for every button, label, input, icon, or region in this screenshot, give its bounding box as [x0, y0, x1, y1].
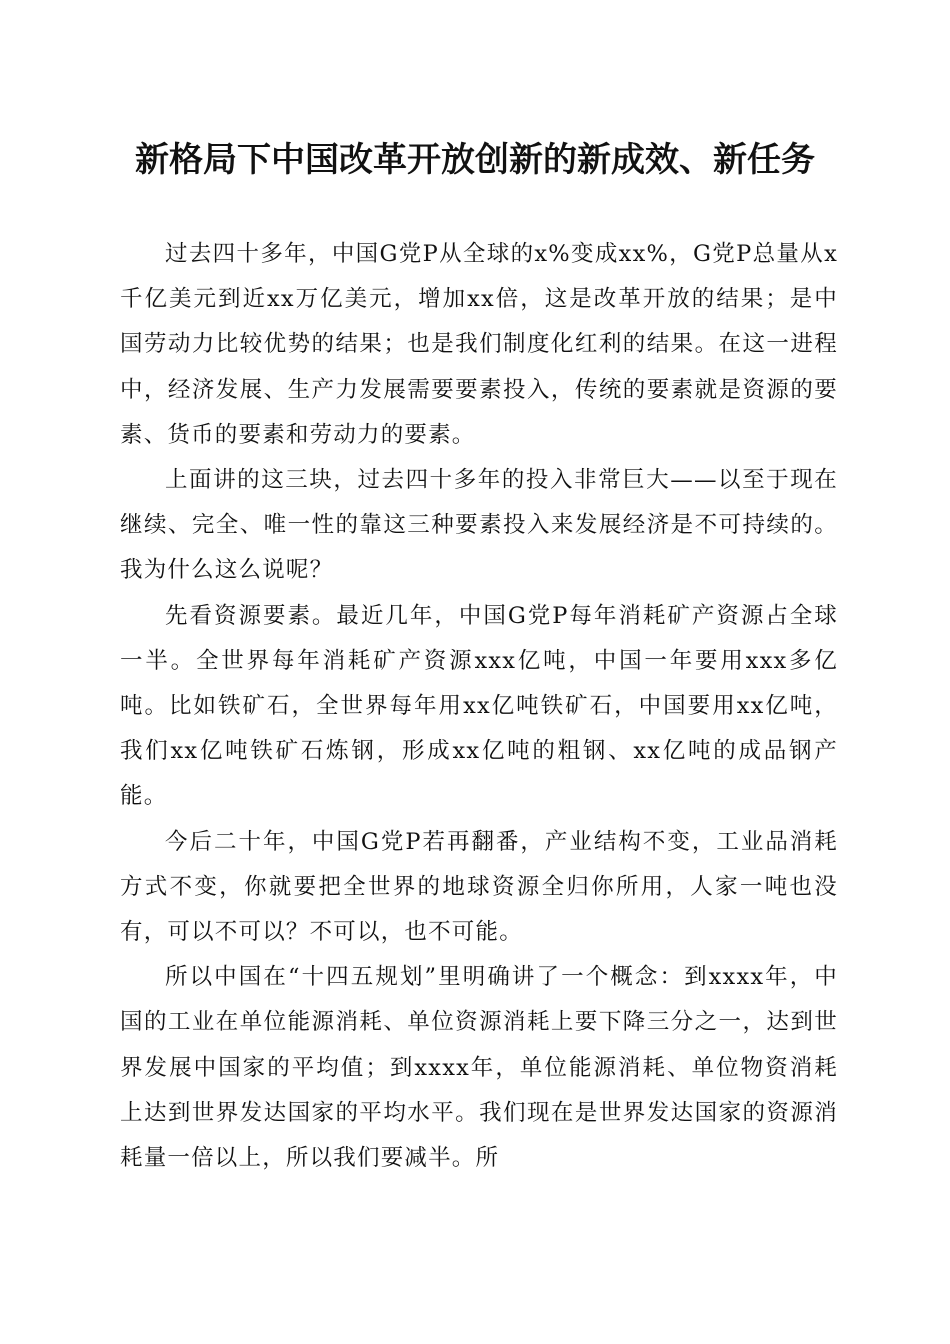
document-title: 新格局下中国改革开放创新的新成效、新任务	[135, 140, 815, 180]
paragraph: 今后二十年，中国G党P若再翻番，产业结构不变，工业品消耗方式不变，你就要把全世界的地球资源全归你所用，人家一吨也没有，可以不可以？不可以，也不可能。	[120, 828, 838, 946]
paragraph: 所以中国在“十四五规划”里明确讲了一个概念：到xxxx年，中国的工业在单位能源消耗、单位资源消耗上要下降三分之一，达到世界发展中国家的平均值；到xxxx年，单位能源消耗、单位物资消耗上达到世界发达国家的平均水平。我们现在是世界发达国家的资源消耗量一倍以上，所以我们要减半。所	[120, 964, 838, 1172]
paragraph: 上面讲的这三块，过去四十多年的投入非常巨大——以至于现在继续、完全、唯一性的靠这三种要素投入来发展经济是不可持续的。我为什么这么说呢？	[120, 467, 838, 584]
document-body	[120, 232, 838, 1181]
paragraph: 过去四十多年，中国G党P从全球的x%变成xx%，G党P总量从x千亿美元到近xx万亿美元，增加xx倍，这是改革开放的结果；是中国劳动力比较优势的结果；也是我们制度化红利的结果。在这一进程中，经济发展、生产力发展需要要素投入，传统的要素就是资源的要素、货币的要素和劳动力的要素。	[120, 241, 838, 448]
paragraph: 先看资源要素。最近几年，中国G党P每年消耗矿产资源占全球一半。全世界每年消耗矿产资源xxx亿吨，中国一年要用xxx多亿吨。比如铁矿石，全世界每年用xx亿吨铁矿石，中国要用xx亿吨，我们xx亿吨铁矿石炼钢，形成xx亿吨的粗钢、xx亿吨的成品钢产能。	[120, 602, 838, 810]
